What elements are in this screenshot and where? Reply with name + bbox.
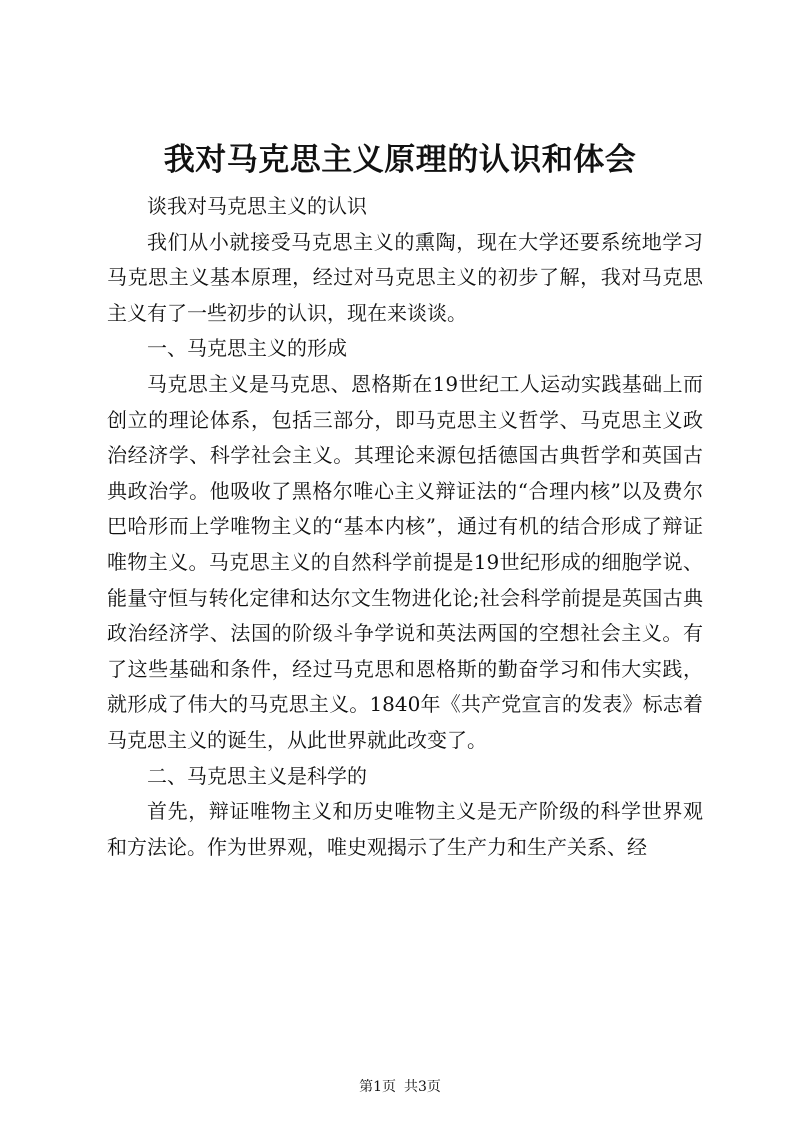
document-body (107, 189, 703, 865)
intro-paragraph: 我们从小就接受马克思主义的熏陶，现在大学还要系统地学习马克思主义基本原理，经过对马克思主义的初步了解，我对马克思主义有了一些初步的认识，现在来谈谈。 (107, 229, 703, 325)
intro-heading: 谈我对马克思主义的认识 (147, 194, 367, 218)
page-number: 第1页 (359, 1079, 396, 1095)
document-title: 我对马克思主义原理的认识和体会 (163, 142, 637, 178)
page-total: 共3页 (404, 1079, 441, 1095)
page-footer (0, 1077, 800, 1097)
section-one-heading: 一、马克思主义的形成 (147, 336, 347, 361)
section-two-paragraph: 首先，辩证唯物主义和历史唯物主义是无产阶级的科学世界观和方法论。作为世界观，唯史观揭示了生产力和生产关系、经 (107, 799, 703, 859)
section-one-paragraph: 马克思主义是马克思、恩格斯在19世纪工人运动实践基础上而创立的理论体系，包括三部分，即马克思主义哲学、马克思主义政治经济学、科学社会主义。其理论来源包括德国古典哲学和英国古典政治学。他吸收了黑格尔唯心主义辩证法的“合理内核”以及费尔巴哈形而上学唯物主义的“基本内核”，通过有机的结合形成了辩证唯物主义。马克思主义的自然科学前提是19世纪形成的细胞学说、能量守恒与转化定律和达尔文生物进化论;社会科学前提是英国古典政治经济学、法国的阶级斗争学说和英法两国的空想社会主义。有了这些基础和条件，经过马克思和恩格斯的勤奋学习和伟大实践，就形成了伟大的马克思主义。1840年《共产党宣言的发表》标志着马克思主义的诞生，从此世界就此改变了。 (107, 371, 703, 752)
section-two-heading: 二、马克思主义是科学的 (147, 763, 367, 788)
